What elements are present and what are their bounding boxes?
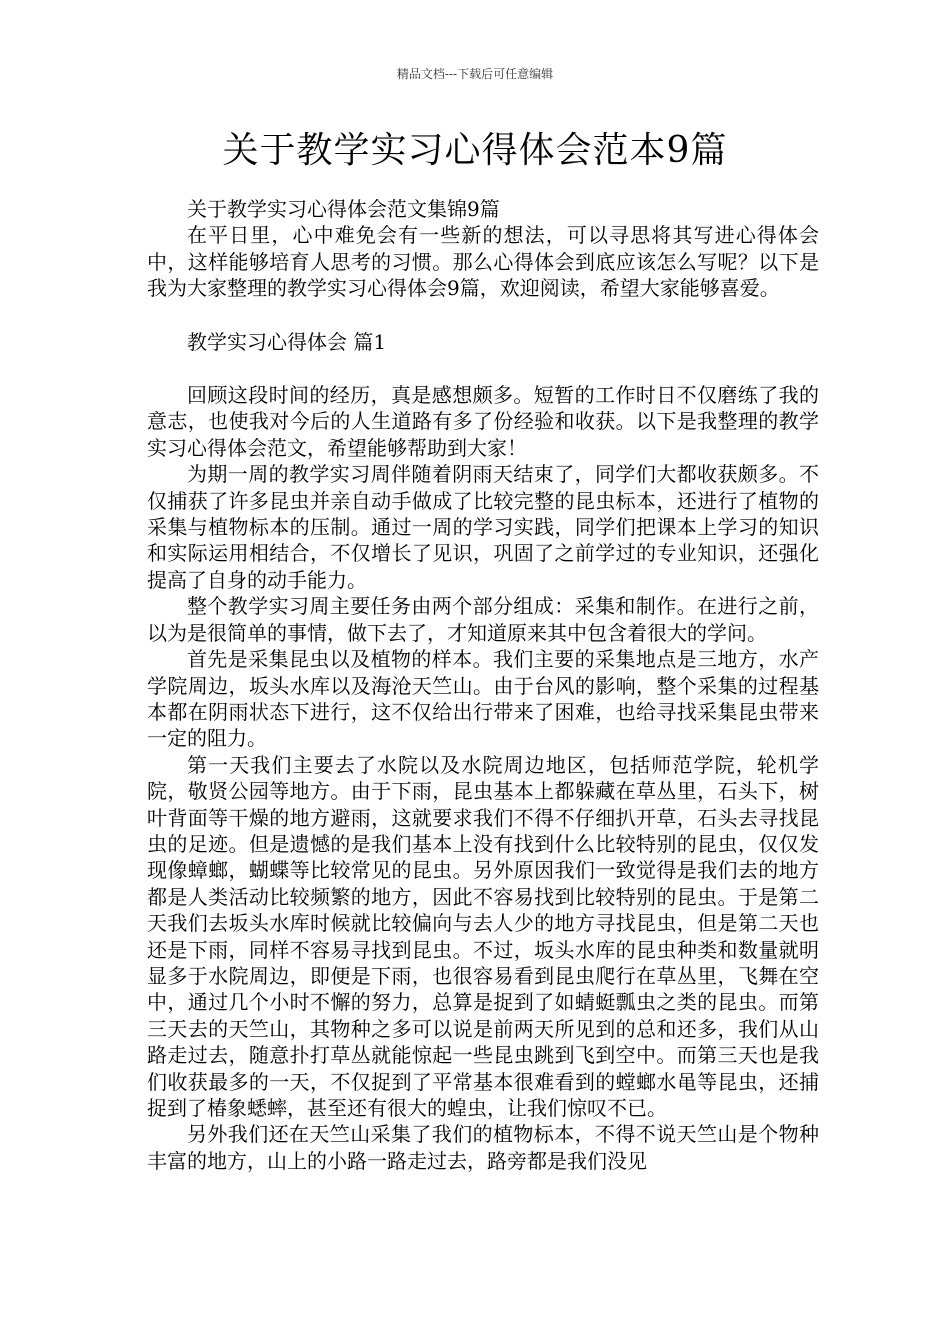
body-paragraph-4: 首先是采集昆虫以及植物的样本。我们主要的采集地点是三地方，水产学院周边，坂头水库以及海沧天竺山。由于台风的影响，整个采集的过程基本都在阴雨状态下进行，这不仅给出行带来了困难，也给寻找采集昆虫带来一定的阻力。 (147, 647, 819, 751)
intro-subtitle: 关于教学实习心得体会范文集锦9篇 (187, 197, 500, 221)
body-paragraph-3: 整个教学实习周主要任务由两个部分组成：采集和制作。在进行之前，以为是很简单的事情，做下去了，才知道原来其中包含着很大的学问。 (147, 594, 819, 645)
header-note: 精品文档---下载后可任意编辑 (396, 67, 554, 81)
body-paragraph-1: 回顾这段时间的经历，真是感想颇多。短暂的工作时日不仅磨练了我的意志，也使我对今后的人生道路有多了份经验和收获。以下是我整理的教学实习心得体会范文，希望能够帮助到大家！ (147, 383, 819, 460)
body-paragraph-5: 第一天我们主要去了水院以及水院周边地区，包括师范学院，轮机学院，敬贤公园等地方。由于下雨，昆虫基本上都躲藏在草丛里，石头下，树叶背面等干燥的地方避雨，这就要求我们不得不仔细扒开草，石头去寻找昆虫的足迹。但是遗憾的是我们基本上没有找到什么比较特别的昆虫，仅仅发现像蟑螂，蝴蝶等比较常见的昆虫。另外原因我们一致觉得是我们去的地方都是人类活动比较频繁的地方，因此不容易找到比较特别的昆虫。于是第二天我们去坂头水库时候就比较偏向与去人少的地方寻找昆虫，但是第二天也还是下雨，同样不容易寻找到昆虫。不过，坂头水库的昆虫种类和数量就明显多于水院周边，即便是下雨，也很容易看到昆虫爬行在草丛里，飞舞在空中，通过几个小时不懈的努力，总算是捉到了如蜻蜓瓢虫之类的昆虫。而第三天去的天竺山，其物种之多可以说是前两天所见到的总和还多，我们从山路走过去，随意扑打草丛就能惊起一些昆虫跳到飞到空中。而第三天也是我们收获最多的一天，不仅捉到了平常基本很难看到的螳螂水黾等昆虫，还捕捉到了椿象蟋蟀，甚至还有很大的蝗虫，让我们惊叹不已。 (147, 752, 819, 1120)
body-paragraph-2: 为期一周的教学实习周伴随着阴雨天结束了，同学们大都收获颇多。不仅捕获了许多昆虫并亲自动手做成了比较完整的昆虫标本，还进行了植物的采集与植物标本的压制。通过一周的学习实践，同学们把课本上学习的知识和实际运用相结合，不仅增长了见识，巩固了之前学过的专业知识，还强化提高了自身的动手能力。 (147, 462, 819, 592)
document-body (147, 196, 819, 1174)
intro-paragraph: 在平日里，心中难免会有一些新的想法，可以寻思将其写进心得体会中，这样能够培育人思考的习惯。那么心得体会到底应该怎么写呢？以下是我为大家整理的教学实习心得体会9篇，欢迎阅读，希望大家能够喜爱。 (147, 223, 819, 301)
spacer (147, 302, 819, 329)
spacer (147, 355, 819, 382)
section-heading: 教学实习心得体会 篇1 (187, 329, 387, 354)
body-paragraph-6: 另外我们还在天竺山采集了我们的植物标本，不得不说天竺山是个物种丰富的地方，山上的小路一路走过去，路旁都是我们没见 (147, 1122, 819, 1173)
document-title: 关于教学实习心得体会范本9篇 (222, 130, 728, 171)
